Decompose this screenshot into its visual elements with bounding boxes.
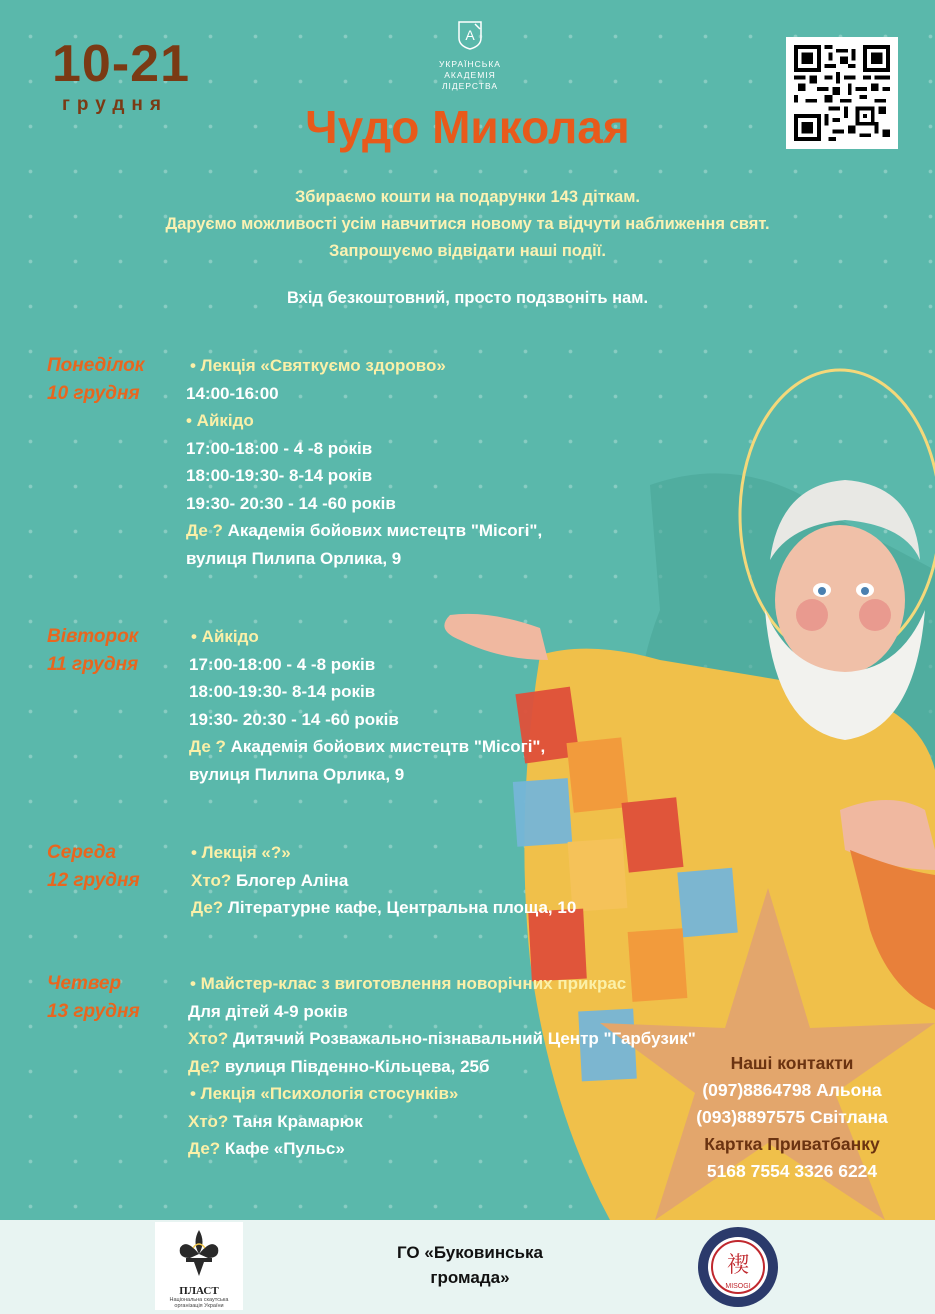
where-label: Де ? (186, 521, 223, 540)
day-name: Вівторок (47, 626, 139, 647)
org-line-2: громада» (430, 1268, 510, 1287)
day-wednesday (47, 839, 140, 895)
event-line (188, 1108, 696, 1136)
day-date: 11 грудня (47, 654, 139, 675)
event-line: 18:00-19:30- 8-14 років (186, 466, 373, 485)
where-text: Академія бойових мистецтв "Місогі", (225, 737, 546, 756)
day-name: Четвер (47, 973, 122, 994)
intro-line-3: Запрошуємо відвідати наші події. (329, 242, 606, 260)
event-line: • Айкідо (186, 411, 254, 430)
fleur-de-lis-icon (176, 1228, 222, 1278)
academy-logo (415, 20, 525, 92)
event-line (188, 1053, 696, 1081)
card-number: 5168 7554 3326 6224 (706, 1161, 878, 1181)
plast-sub-2: організація України (174, 1303, 224, 1309)
page-title: Чудо Миколая (305, 101, 630, 153)
contacts-block (672, 1050, 912, 1185)
day-monday (47, 352, 144, 408)
day-date: 12 грудня (47, 870, 140, 891)
event-line (189, 733, 545, 761)
event-line: 17:00-18:00 - 4 -8 років (189, 654, 376, 674)
event-line: • Майстер-клас з виготовлення новорічних прикрас (190, 974, 627, 993)
event-line (186, 517, 542, 545)
logo-letter: A (465, 27, 475, 43)
who-text: Дитячий Розважально-пізнавальний Центр "Гарбузик" (228, 1029, 696, 1048)
organization-name (380, 1240, 560, 1290)
plast-name: ПЛАСТ (179, 1285, 219, 1297)
card-label: Картка Приватбанку (704, 1134, 880, 1154)
event-line: вулиця Пилипа Орлика, 9 (186, 548, 402, 568)
event-dates: 10-21 (52, 35, 190, 93)
tuesday-events (189, 623, 545, 788)
event-line (191, 867, 576, 895)
misogi-text: MISOGI (725, 1283, 751, 1290)
where-text: Кафе «Пульс» (220, 1139, 345, 1158)
where-label: Де? (191, 898, 224, 917)
thursday-events (188, 970, 696, 1163)
where-label: Де? (188, 1056, 221, 1076)
day-date: 10 грудня (47, 383, 140, 404)
misogi-logo (697, 1226, 779, 1308)
where-label: Де ? (189, 737, 226, 756)
where-text: Академія бойових мистецтв "Місогі", (222, 521, 543, 540)
monday-events (186, 352, 542, 572)
who-text: Блогер Аліна (231, 870, 349, 890)
event-line: • Лекція «?» (191, 843, 291, 862)
intro-line-2: Даруємо можливості усім навчитися новому та відчути наближення свят. (165, 215, 770, 233)
shield-logo-icon (457, 20, 483, 50)
day-name: Середа (47, 842, 117, 863)
event-line (188, 1135, 696, 1163)
day-date: 13 грудня (47, 1001, 140, 1022)
org-line-1: ГО «Буковинська (397, 1243, 543, 1262)
event-line: • Лекція «Святкуємо здорово» (190, 356, 446, 375)
phone-1[interactable]: (097)8864798 Альона (702, 1080, 882, 1100)
day-thursday (47, 970, 140, 1026)
intro-text (0, 184, 935, 265)
phone-2[interactable]: (093)8897575 Світлана (696, 1107, 888, 1127)
intro-line-1: Збираємо кошти на подарунки 143 діткам. (294, 188, 641, 206)
who-label: Хто? (188, 1029, 229, 1048)
logo-line-1: УКРАЇНСЬКА (439, 59, 501, 69)
where-label: Де? (188, 1139, 221, 1158)
event-line: • Айкідо (191, 627, 259, 646)
day-name: Понеділок (47, 355, 145, 376)
event-line (188, 1025, 696, 1053)
plast-logo (155, 1222, 243, 1310)
who-label: Хто? (191, 870, 232, 890)
plast-sub-1: Національна скаутська (169, 1297, 229, 1303)
event-line (191, 894, 576, 922)
contacts-title: Наші контакти (730, 1053, 854, 1073)
event-line: вулиця Пилипа Орлика, 9 (189, 764, 405, 784)
where-text: Літературне кафе, Центральна площа, 10 (223, 898, 577, 917)
where-text: вулиця Південно-Кільцева, 25б (220, 1056, 490, 1076)
svg-text:禊: 禊 (726, 1253, 750, 1278)
event-line: • Лекція «Психологія стосунків» (190, 1084, 459, 1103)
event-line: 17:00-18:00 - 4 -8 років (186, 438, 373, 458)
day-tuesday (47, 623, 138, 679)
event-line: 14:00-16:00 (186, 383, 279, 403)
logo-line-2: АКАДЕМІЯ ЛІДЕРСТВА (441, 70, 499, 91)
event-line: Для дітей 4-9 років (188, 1001, 348, 1021)
event-month: грудня (62, 94, 168, 115)
who-label: Хто? (188, 1111, 229, 1131)
event-line: 18:00-19:30- 8-14 років (189, 682, 376, 701)
wednesday-events (191, 839, 576, 922)
free-entry-text: Вхід безкоштовний, просто подзвоніть нам. (286, 289, 649, 307)
event-line: 19:30- 20:30 - 14 -60 років (186, 493, 396, 513)
event-line: 19:30- 20:30 - 14 -60 років (189, 709, 399, 729)
who-text: Таня Крамарюк (228, 1111, 363, 1131)
